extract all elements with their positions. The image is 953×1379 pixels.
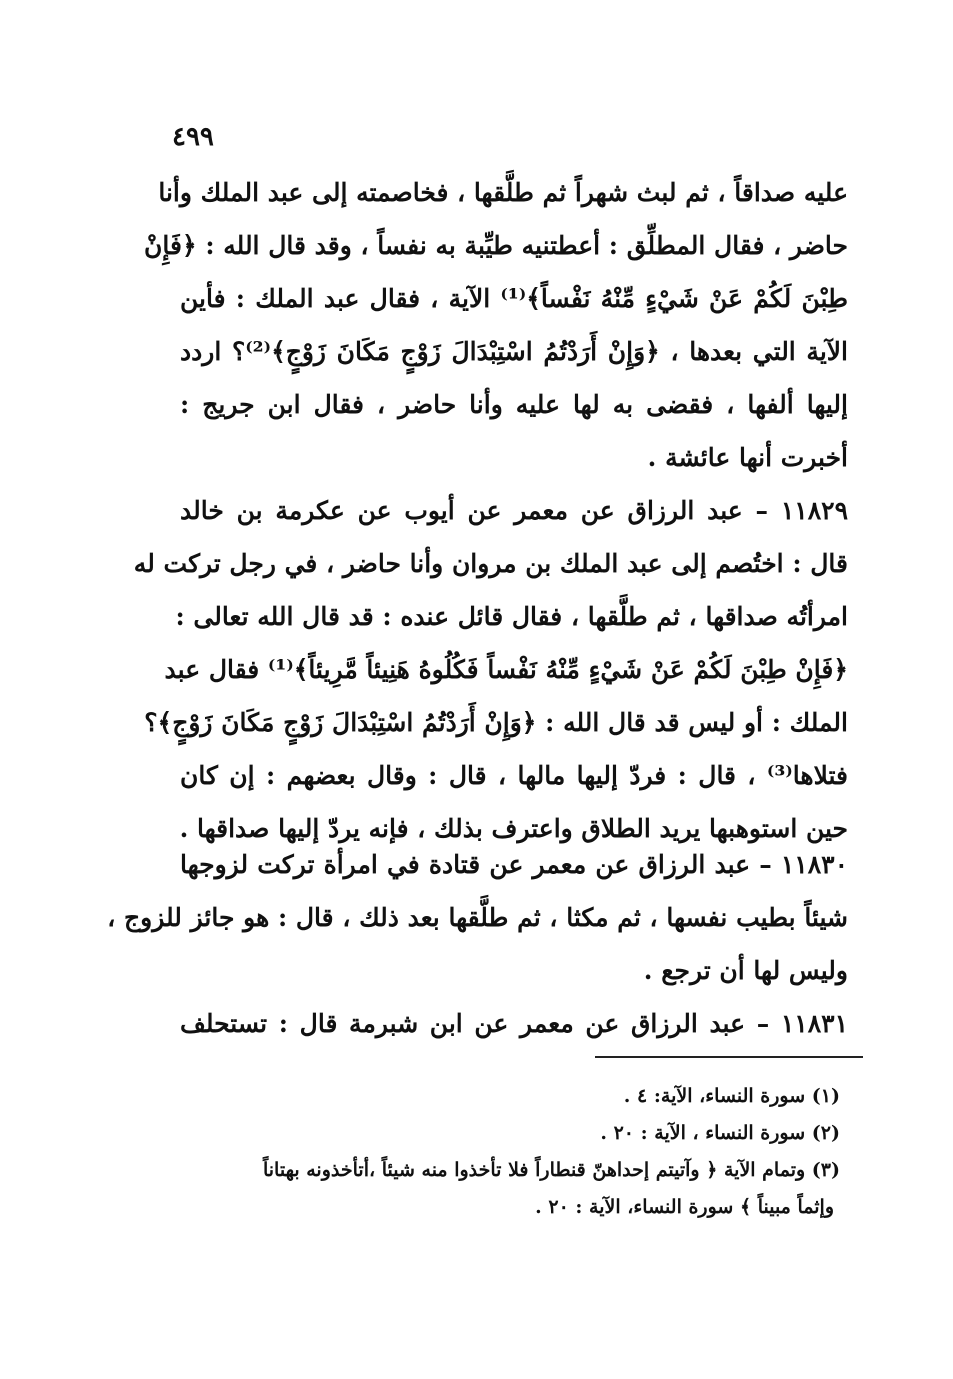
text-line: امرأتُه صداقها ، ثم طلَّقها ، فقال قائل عنده : قد قال الله تعالى : (175, 602, 848, 631)
text-line: عليه صداقاً ، ثم لبث شهراً ثم طلَّقها ، فخاصمته إلى عبد الملك وأنا (158, 178, 848, 207)
text-line: شيئاً بطيب نفسها ، ثم مكثا ، ثم طلَّقها بعد ذلك ، قال : هو جائز للزوج ، (107, 903, 848, 932)
footnote-divider (595, 1056, 863, 1058)
page-number: ٤٩٩ (172, 122, 214, 152)
text-line: ١١٨٣٠ – عبد الرزاق عن معمر عن قتادة في امرأة تركت لزوجها (180, 850, 848, 879)
text-line: الملك : أو ليس قد قال الله : ﴿وَإِنْ أَرَدْتُمُ اسْتِبْدَالَ زَوْجٍ مَكَانَ زَوْجٍ﴾؟ (144, 708, 848, 737)
text-line: حاضر ، فقال المطلِّق : أعطتنيه طيِّبة به نفساً ، وقد قال الله : ﴿فَإِنْ (144, 231, 848, 260)
text-line: الآية التي بعدها ، ﴿وَإِنْ أَرَدْتُمُ اسْتِبْدَالَ زَوْجٍ مَكَانَ زَوْجٍ﴾⁽²⁾؟ اردد (180, 337, 848, 366)
footnote-3-continued: وإثماً مبيناً ﴾ سورة النساء، الآية : ٢٠ . (535, 1196, 834, 1218)
hadith-11831 (180, 997, 848, 1050)
footnote-1: (١) سورة النساء، الآية: ٤ . (623, 1085, 840, 1107)
text-line: إليها ألفها ، فقضى به لها عليه وأنا حاضر ، فقال ابن جريج : (180, 390, 848, 419)
hadith-11829 (133, 484, 848, 855)
text-line: وليس لها أن ترجع . (643, 956, 848, 985)
text-line: ١١٨٢٩ – عبد الرزاق عن معمر عن أيوب عن عكرمة بن خالد (180, 496, 848, 525)
text-line: طِبْنَ لَكُمْ عَنْ شَيْءٍ مِّنْهُ نَفْساً﴾⁽¹⁾ الآية ، فقال عبد الملك : فأين (180, 284, 849, 313)
text-line: حين استوهبها يريد الطلاق واعترف بذلك ، فإنه يردّ إليها صداقها . (179, 814, 848, 843)
paragraph-continuation (144, 166, 849, 484)
footnote-2: (٢) سورة النساء ، الآية : ٢٠ . (600, 1122, 840, 1144)
text-line: ﴿فَإِنْ طِبْنَ لَكُمْ عَنْ شَيْءٍ مِّنْهُ نَفْساً فَكُلُوهُ هَنِيئاً مَّرِيئاً﴾⁽¹⁾ فقال عبد (164, 655, 848, 684)
text-line: فتلاها⁽³⁾ ، قال : فردّ إليها مالها ، قال : وقال بعضهم : إن كان (180, 761, 848, 790)
footnote-3: (٣) وتمام الآية ﴿ وآتيتم إحداهنّ قنطاراً فلا تأخذوا منه شيئاً ،أتأخذونه بهتاناً (262, 1159, 840, 1181)
hadith-11830 (107, 838, 848, 997)
text-line: ١١٨٣١ – عبد الرزاق عن معمر عن ابن شبرمة قال : تستحلف (180, 1009, 848, 1038)
footnotes (175, 1078, 840, 1226)
text-line: أخبرت أنها عائشة . (647, 443, 848, 472)
text-line: قال : اختُصم إلى عبد الملك بن مروان وأنا حاضر ، في رجل تركت له (133, 549, 848, 578)
